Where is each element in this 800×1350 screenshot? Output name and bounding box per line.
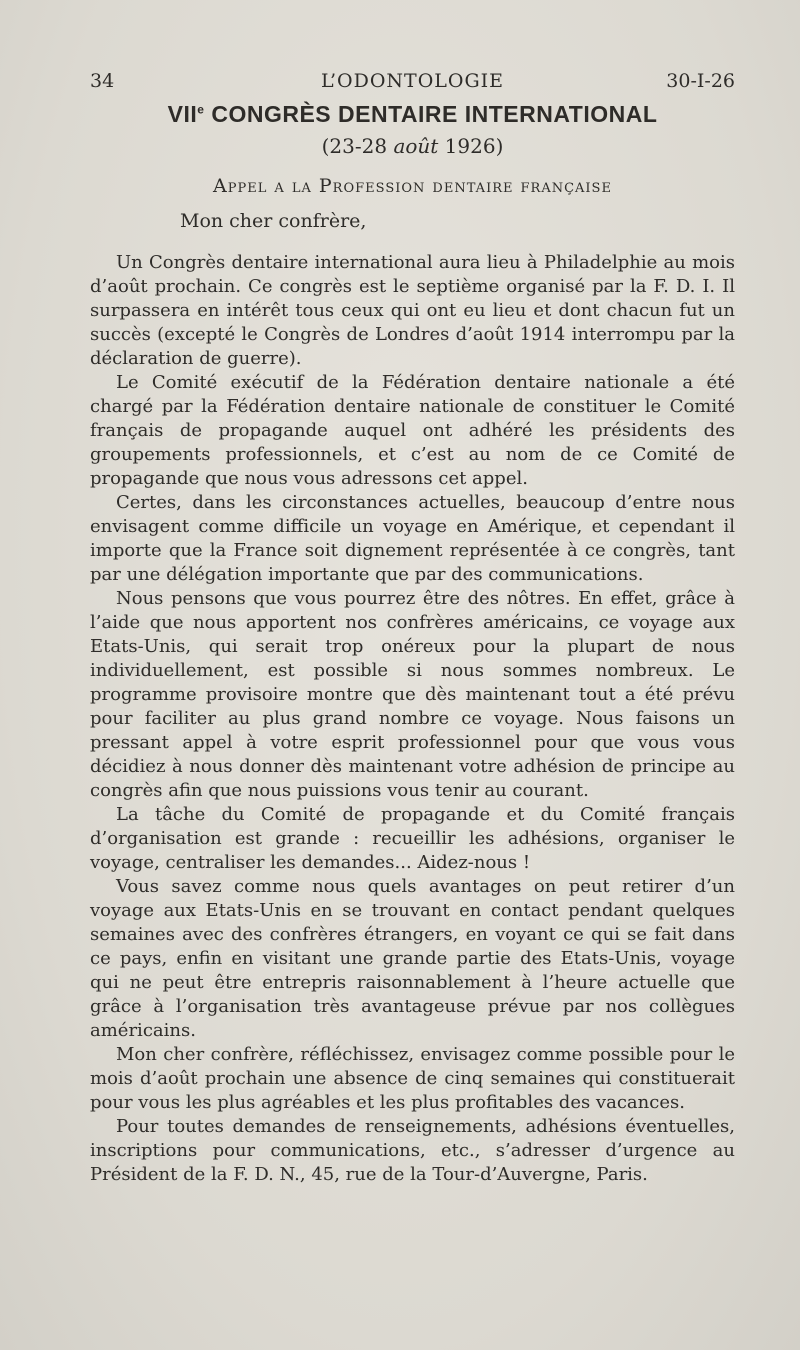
paragraph: Mon cher confrère, réfléchissez, envisagez comme possible pour le mois d’août prochain une absence de cinq semaines qui constituerait pour vous les plus agréables et les plus profitables des vacances. <box>90 1044 735 1113</box>
paragraph: Nous pensons que vous pourrez être des nôtres. En effet, grâce à l’aide que nous apportent nos confrères américains, ce voyage aux Etats-Unis, qui serait trop onéreux pour la plupart de nous individuellement, est possible si nous sommes nombreux. Le programme provisoire montre que dès maintenant tout a été prévu pour faciliter au plus grand nombre ce voyage. Nous faisons un pressant appel à votre esprit professionnel pour que vous vous décidiez à nous donner dès maintenant votre adhésion de principe au congrès afin que nous puissions vous tenir au courant. <box>90 588 735 801</box>
appeal-heading: Appel a la Profession dentaire française <box>213 175 612 197</box>
title-text: CONGRÈS DENTAIRE INTERNATIONAL <box>204 101 658 127</box>
paragraph: Un Congrès dentaire international aura lieu à Philadelphie au mois d’août prochain. Ce congrès est le septième organisé par la F. D. I. Il surpassera en intérêt tous ceux qui ont eu lieu et dont chacun fut un succès (excepté le Congrès de Londres d’août 1914 interrompu par la déclaration de guerre). <box>90 252 735 369</box>
salutation: Mon cher confrère, <box>180 210 367 232</box>
paragraph: Le Comité exécutif de la Fédération dentaire nationale a été chargé par la Fédération dentaire nationale de constituer le Comité français de propagande auquel ont adhéré les présidents des groupements professionnels, et c’est au nom de ce Comité de propagande que nous vous adressons cet appel. <box>90 372 735 489</box>
dates-open: (23-28 <box>321 134 394 158</box>
journal-title: L’ODONTOLOGIE <box>320 70 505 92</box>
running-header <box>90 70 735 98</box>
article-title <box>90 101 735 128</box>
paragraph: Pour toutes demandes de renseignements, adhésions éventuelles, inscriptions pour communications, etc., s’adresser d’urgence au Président de la F. D. N., 45, rue de la Tour-d’Auvergne, Paris. <box>90 1116 735 1185</box>
paragraph: La tâche du Comité de propagande et du Comité français d’organisation est grande : recueillir les adhésions, organiser le voyage, centraliser les demandes... Aidez-nous ! <box>90 804 735 873</box>
issue-date: 30-I-26 <box>666 70 735 92</box>
title-ordinal-suffix: e <box>197 102 205 117</box>
page-number: 34 <box>90 70 115 92</box>
dates-close: 1926) <box>438 134 504 158</box>
paragraph: Vous savez comme nous quels avantages on peut retirer d’un voyage aux Etats-Unis en se trouvant en contact pendant quelques semaines avec des confrères étrangers, en voyant ce qui se fait dans ce pays, enfin en visitant une grande partie des Etats-Unis, voyage qui ne peut être entrepris raisonnablement à l’heure actuelle que grâce à l’organisation très avantageuse prévue par nos collègues américains. <box>90 876 735 1041</box>
congress-dates <box>90 134 735 158</box>
title-prefix: VII <box>167 101 198 127</box>
paragraph: Certes, dans les circonstances actuelles, beaucoup d’entre nous envisagent comme difficile un voyage en Amérique, et cependant il importe que la France soit dignement représentée à ce congrès, tant par une délégation importante que par des communications. <box>90 492 735 585</box>
dates-month: août <box>393 134 439 158</box>
article-body <box>90 251 735 1187</box>
